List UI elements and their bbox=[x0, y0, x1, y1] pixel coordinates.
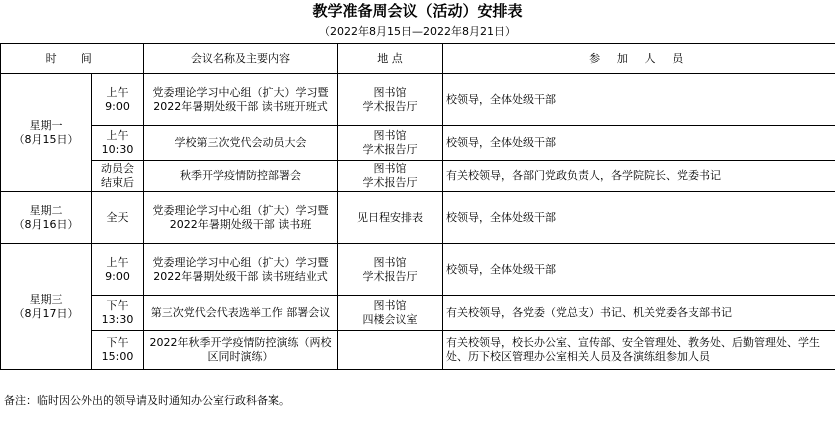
place-cell: 图书馆 学术报告厅 bbox=[338, 244, 443, 296]
time-cell: 下午 15:00 bbox=[92, 331, 144, 370]
header-time: 时 间 bbox=[1, 44, 144, 74]
content-cell: 秋季开学疫情防控部署会 bbox=[144, 161, 338, 192]
attendees-cell: 校领导，全体处级干部 bbox=[443, 192, 835, 244]
attendees-cell: 校领导，全体处级干部 bbox=[443, 74, 835, 126]
attendees-cell: 有关校领导，各党委（党总支）书记、机关党委各支部书记 bbox=[443, 296, 835, 331]
content-cell: 党委理论学习中心组（扩大）学习暨2022年暑期处级干部 读书班 bbox=[144, 192, 338, 244]
content-cell: 学校第三次党代会动员大会 bbox=[144, 126, 338, 161]
footnote: 备注：临时因公外出的领导请及时通知办公室行政科备案。 bbox=[4, 394, 290, 407]
date-range: （2022年8月15日—2022年8月21日） bbox=[319, 25, 516, 38]
table-row bbox=[1, 244, 835, 296]
time-cell: 上午 9:00 bbox=[92, 74, 144, 126]
place-cell: 图书馆 学术报告厅 bbox=[338, 161, 443, 192]
content-cell: 党委理论学习中心组（扩大）学习暨2022年暑期处级干部 读书班开班式 bbox=[144, 74, 338, 126]
header-place: 地 点 bbox=[338, 44, 443, 74]
table-row bbox=[1, 331, 835, 370]
place-cell bbox=[338, 331, 443, 370]
day-cell: 星期二 （8月16日） bbox=[1, 192, 92, 244]
attendees-cell: 校领导，全体处级干部 bbox=[443, 244, 835, 296]
place-cell: 图书馆 学术报告厅 bbox=[338, 74, 443, 126]
time-cell: 全天 bbox=[92, 192, 144, 244]
table-row bbox=[1, 126, 835, 161]
place-cell: 图书馆 学术报告厅 bbox=[338, 126, 443, 161]
time-cell: 动员会 结束后 bbox=[92, 161, 144, 192]
day-cell: 星期一 （8月15日） bbox=[1, 74, 92, 192]
place-cell: 图书馆 四楼会议室 bbox=[338, 296, 443, 331]
table-row bbox=[1, 161, 835, 192]
table-row bbox=[1, 296, 835, 331]
attendees-cell: 有关校领导，校长办公室、宣传部、安全管理处、教务处、后勤管理处、学生处、历下校区管理办公室相关人员及各演练组参加人员 bbox=[443, 331, 835, 370]
schedule-table bbox=[0, 43, 835, 370]
time-cell: 上午 9:00 bbox=[92, 244, 144, 296]
attendees-cell: 有关校领导，各部门党政负责人，各学院院长、党委书记 bbox=[443, 161, 835, 192]
header-attendees: 参 加 人 员 bbox=[443, 44, 835, 74]
day-cell: 星期三 （8月17日） bbox=[1, 244, 92, 370]
header-row bbox=[1, 44, 835, 74]
time-cell: 下午 13:30 bbox=[92, 296, 144, 331]
place-cell: 见日程安排表 bbox=[338, 192, 443, 244]
attendees-cell: 校领导，全体处级干部 bbox=[443, 126, 835, 161]
content-cell: 2022年秋季开学疫情防控演练（两校区同时演练） bbox=[144, 331, 338, 370]
table-row bbox=[1, 192, 835, 244]
page-title: 教学准备周会议（活动）安排表 bbox=[312, 2, 523, 20]
header-content: 会议名称及主要内容 bbox=[144, 44, 338, 74]
table-row bbox=[1, 74, 835, 126]
time-cell: 上午 10:30 bbox=[92, 126, 144, 161]
content-cell: 第三次党代会代表选举工作 部署会议 bbox=[144, 296, 338, 331]
content-cell: 党委理论学习中心组（扩大）学习暨2022年暑期处级干部 读书班结业式 bbox=[144, 244, 338, 296]
